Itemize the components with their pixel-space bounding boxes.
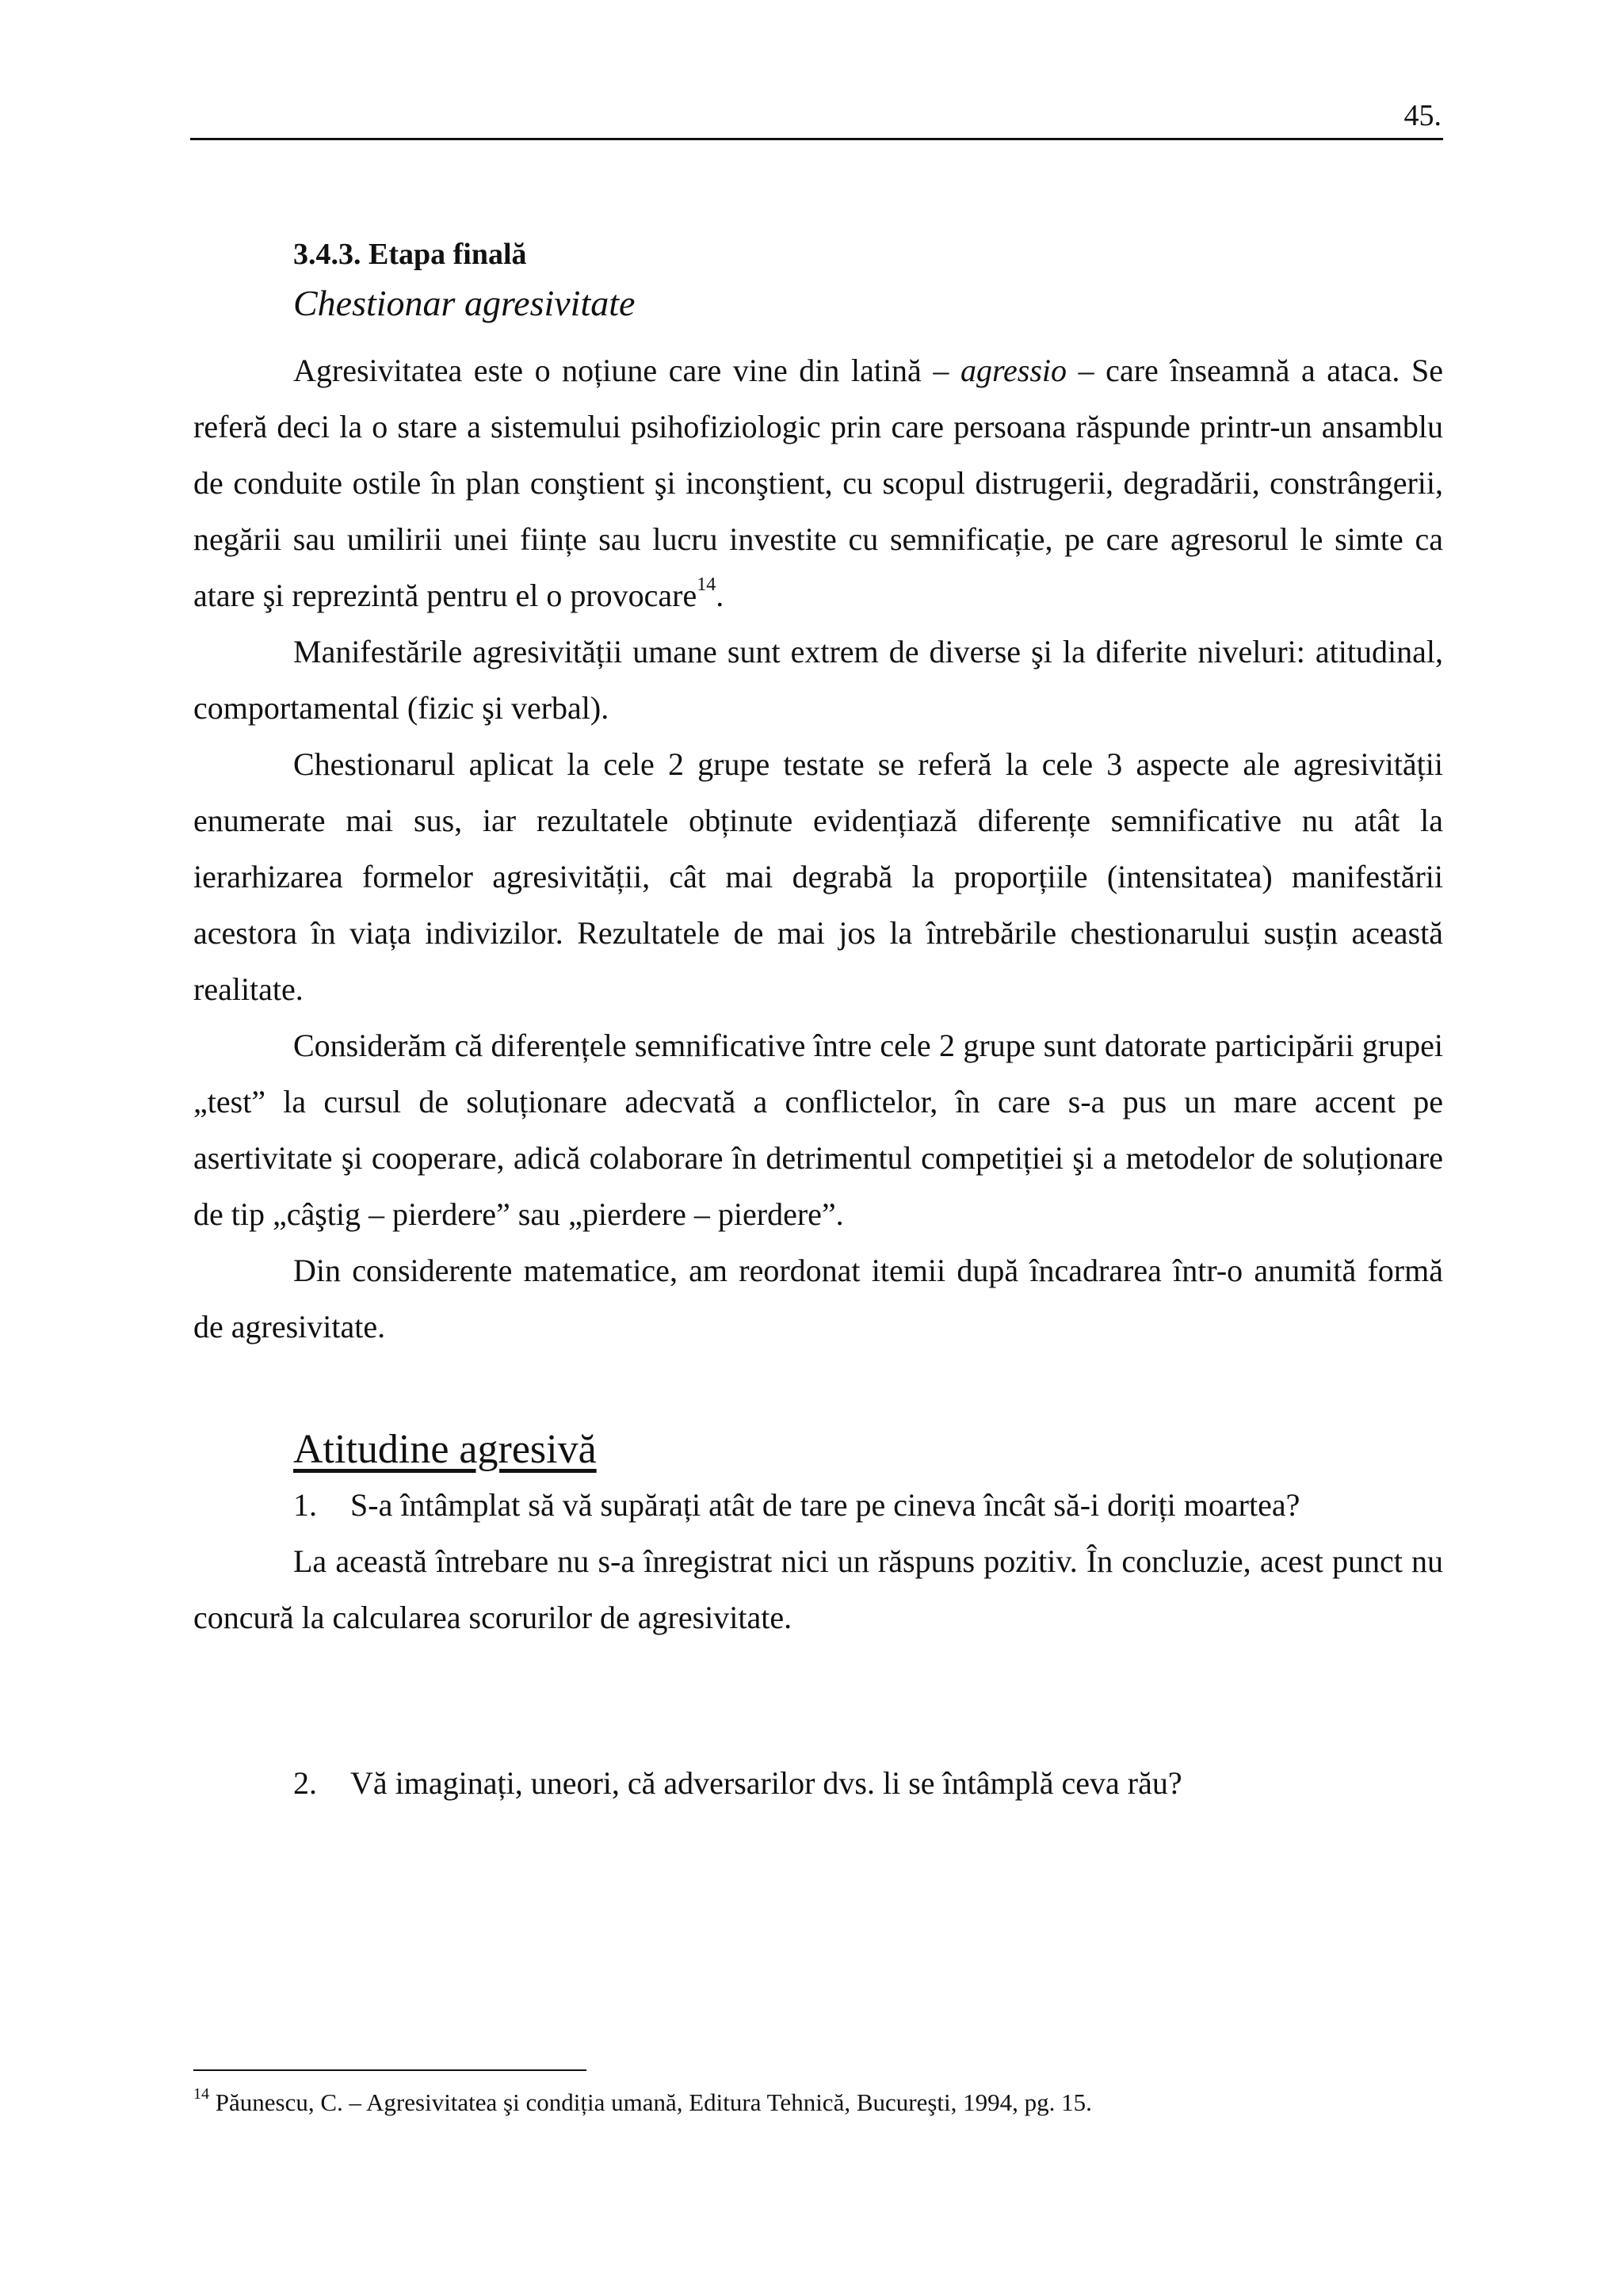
question-text: S-a întâmplat să vă supărați atât de tare pe cineva încât să-i doriți moartea? bbox=[350, 1487, 1300, 1523]
paragraph-manifestations: Manifestările agresivității umane sunt extrem de diverse şi la diferite niveluri: atitudinal, comportamental (fizic şi verbal). bbox=[193, 634, 1443, 726]
footnote-reference[interactable]: 14 bbox=[697, 574, 716, 595]
footnote bbox=[193, 2084, 1443, 2119]
question-1-answer: La această întrebare nu s-a înregistrat nici un răspuns pozitiv. În concluzie, acest punct nu concură la calcularea scorurilor de agresivitate. bbox=[193, 1543, 1443, 1635]
paragraph-reordering: Din considerente matematice, am reordonat itemii după încadrarea într-o anumită formă de agresivitate. bbox=[193, 1253, 1443, 1344]
spacer bbox=[193, 1646, 1443, 1755]
footnote-text: Păunescu, C. – Agresivitatea şi condiția umană, Editura Tehnică, Bucureşti, 1994, pg. 15. bbox=[209, 2088, 1092, 2116]
page-body bbox=[193, 231, 1443, 1811]
paragraph-text: – care înseamnă a ataca. Se referă deci la o stare a sistemului psihofiziologic prin care persoana răspunde printr-un ansamblu de conduite ostile în plan conştient şi inconştient, cu scopul distrugerii, degradării, constrângerii, negării sau umilirii unei ființe sau lucru investite cu semnificație, pe care agresorul le simte ca atare şi reprezintă pentru el o provocare bbox=[193, 353, 1443, 613]
question-2 bbox=[293, 1755, 1443, 1811]
question-text: Vă imaginați, uneori, că adversarilor dvs. li se întâmplă ceva rău? bbox=[350, 1765, 1182, 1801]
paragraph-definition bbox=[193, 342, 1443, 624]
paragraph-differences: Considerăm că diferențele semnificative între cele 2 grupe sunt datorate participării grupei „test” la cursul de soluționare adecvată a conflictelor, în care s-a pus un mare accent pe asertivitate şi cooperare, adică colaborare în detrimentul competiției şi a metodelor de soluționare de tip „câştig – pierdere” sau „pierdere – pierdere”. bbox=[193, 1028, 1443, 1232]
latin-term: agressio bbox=[960, 353, 1067, 388]
header-rule bbox=[190, 138, 1443, 140]
paragraph-text: Agresivitatea este o noțiune care vine din latină – bbox=[293, 353, 960, 388]
footnote-separator bbox=[193, 2069, 586, 2071]
footnote-number: 14 bbox=[193, 2084, 209, 2103]
subsection-title: Atitudine agresivă bbox=[293, 1427, 597, 1472]
paragraph-questionnaire: Chestionarul aplicat la cele 2 grupe testate se referă la cele 3 aspecte ale agresivității enumerate mai sus, iar rezultatele obținute evidențiază diferențe semnificative nu atât la ierarhizarea formelor agresivității, cât mai degrabă la proporțiile (intensitatea) manifestării acestora în viața indivizilor. Rezultatele de mai jos la întrebările chestionarului susțin această realitate. bbox=[193, 746, 1443, 1007]
paragraph-text: . bbox=[716, 578, 724, 613]
question-number: 2. bbox=[293, 1765, 317, 1801]
section-heading: 3.4.3. Etapa finală bbox=[293, 238, 527, 271]
section-subtitle: Chestionar agresivitate bbox=[293, 283, 636, 323]
question-1 bbox=[293, 1477, 1443, 1533]
page-number: 45. bbox=[1403, 99, 1442, 132]
question-number: 1. bbox=[293, 1487, 317, 1523]
